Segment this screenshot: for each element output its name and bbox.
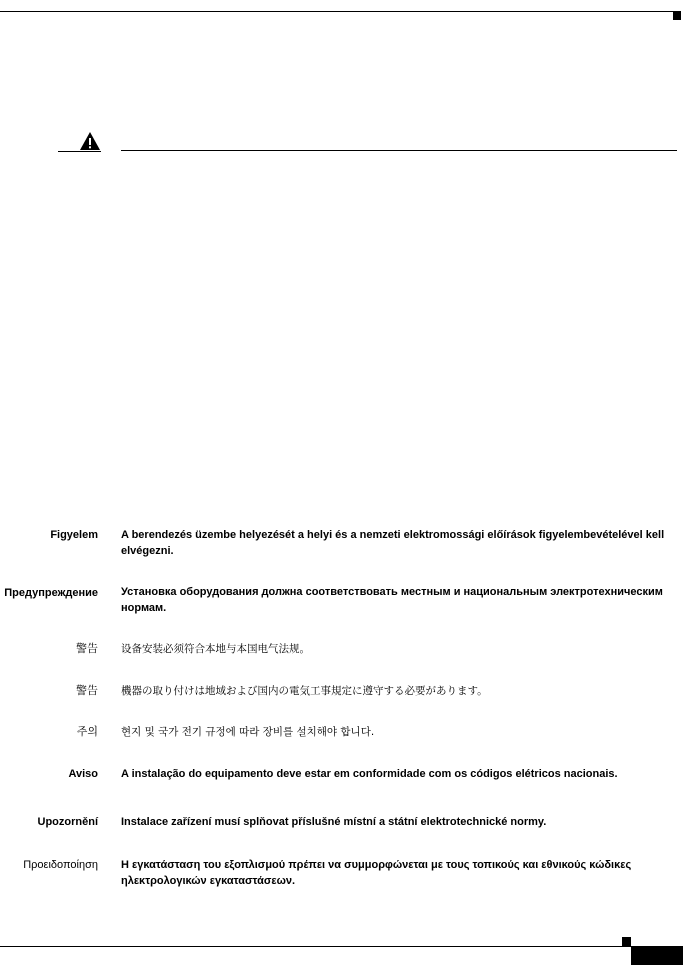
warning-triangle-icon bbox=[79, 131, 101, 151]
entry-label-korean: 주의 bbox=[76, 726, 98, 738]
bottom-rule bbox=[0, 946, 631, 947]
top-corner-mark bbox=[673, 11, 681, 20]
warning-rule-left bbox=[58, 151, 101, 152]
entry-text-chinese: 设备安装必须符合本地与本国电气法规。 bbox=[121, 643, 310, 655]
entry-text-japanese: 機器の取り付けは地域および国内の電気工事規定に遵守する必要があります。 bbox=[121, 685, 488, 697]
bottom-mark bbox=[622, 937, 631, 946]
entry-text-greek: Η εγκατάσταση του εξοπλισμού πρέπει να συμμορφώνεται με τους τοπικούς και εθνικούς κώδικες ηλεκτρολογικών εγκαταστάσεων. bbox=[121, 859, 632, 887]
entry-label-portuguese: Aviso bbox=[68, 768, 98, 780]
entry-label-hungarian: Figyelem bbox=[50, 529, 98, 541]
entry-text-russian: Установка оборудования должна соответствовать местным и национальным электротехническим нормам. bbox=[121, 586, 663, 614]
entry-text-korean: 현지 및 국가 전기 규정에 따라 장비를 설치해야 합니다. bbox=[121, 726, 375, 738]
entry-label-czech: Upozornění bbox=[37, 816, 98, 828]
entry-text-czech: Instalace zařízení musí splňovat příslušné místní a státní elektrotechnické normy. bbox=[121, 816, 547, 828]
entry-label-chinese: 警告 bbox=[76, 643, 98, 655]
entry-label-japanese: 警告 bbox=[76, 685, 98, 697]
entry-text-portuguese: A instalação do equipamento deve estar em conformidade com os códigos elétricos nacionais. bbox=[121, 768, 618, 780]
warning-rule bbox=[121, 150, 677, 151]
entry-label-greek: Προειδοποίηση bbox=[23, 859, 98, 871]
top-rule bbox=[0, 11, 673, 12]
entry-text-hungarian: A berendezés üzembe helyezését a helyi és a nemzeti elektromossági előírások figyelembevételével kell elvégezni. bbox=[121, 529, 665, 557]
page-number-tab bbox=[631, 946, 683, 965]
entry-label-russian: Предупреждение bbox=[4, 587, 98, 599]
